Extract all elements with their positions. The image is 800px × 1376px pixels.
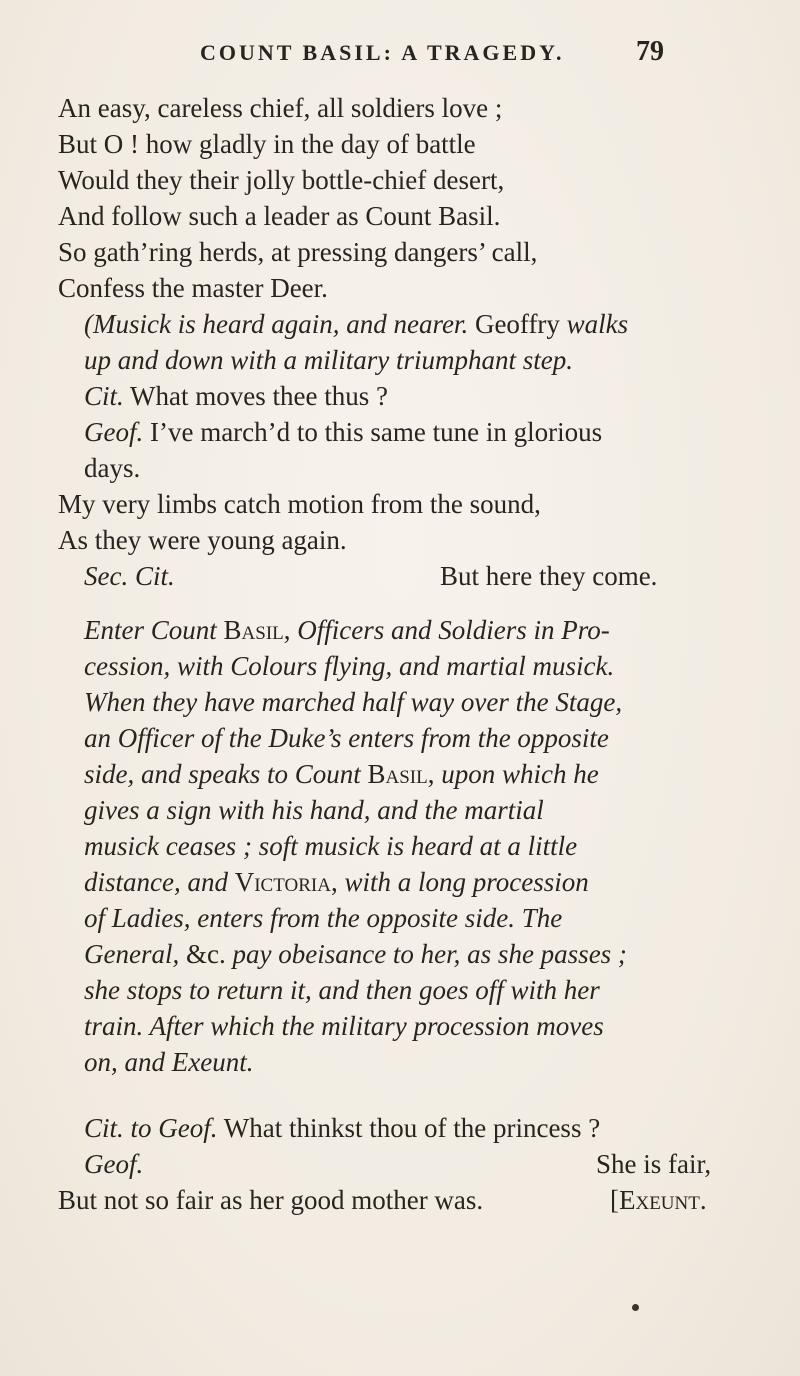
speech-text: But here they come. <box>440 561 658 591</box>
stage-direction-line: musick ceases ; soft musick is heard at a little <box>84 831 578 861</box>
direction-text: Enter <box>84 615 144 645</box>
dialogue-line <box>84 414 602 450</box>
speaker-name: Cit. <box>84 381 124 411</box>
stage-direction-line <box>84 936 627 972</box>
character-name: Geoffry <box>474 309 560 339</box>
dialogue-line: My very limbs catch motion from the sound, <box>58 489 541 519</box>
speech-text: I’ve march’d to this same tune in glorious <box>149 417 603 447</box>
dialogue-line: As they were young again. <box>58 525 347 555</box>
speaker-name: Sec. Cit. <box>84 561 175 591</box>
verse-line: Would they their jolly bottle-chief desert, <box>58 165 505 195</box>
direction-text: Officers and Soldiers in Pro- <box>297 615 610 645</box>
character-name: Basil, <box>367 759 435 789</box>
speaker-name: Geof. <box>84 1149 144 1179</box>
direction-text: General, <box>84 939 180 969</box>
stage-direction-line: gives a sign with his hand, and the martial <box>84 795 544 825</box>
stage-direction-line <box>84 756 599 792</box>
stage-direction-line <box>84 864 589 900</box>
speaker-name: Geof. <box>84 417 144 447</box>
direction-text: upon which he <box>441 759 599 789</box>
verse-line: An easy, careless chief, all soldiers love ; <box>58 93 503 123</box>
verse-line: So gath’ring herds, at pressing dangers’ call, <box>58 237 538 267</box>
verse-line: And follow such a leader as Count Basil. <box>58 201 501 231</box>
dialogue-line <box>84 378 388 414</box>
direction-text: The <box>521 903 563 933</box>
stage-direction-line: on, and Exeunt. <box>84 1047 254 1077</box>
character-name: Victoria, <box>234 867 338 897</box>
stage-direction-line <box>84 306 628 342</box>
stage-direction-line: an Officer of the Duke’s enters from the opposite <box>84 723 609 753</box>
dialogue-line: days. <box>84 453 141 483</box>
speech-text: What moves thee thus ? <box>130 381 388 411</box>
stage-direction-line: up and down with a military triumphant step. <box>84 345 574 375</box>
stage-direction-line: she stops to return it, and then goes off with her <box>84 975 600 1005</box>
stage-direction-line <box>84 612 610 648</box>
ink-speck <box>632 1304 639 1311</box>
verse-line: Confess the master Deer. <box>58 273 328 303</box>
stage-direction-line: cession, with Colours flying, and martial musick. <box>84 651 615 681</box>
character-name: Basil, <box>223 615 291 645</box>
dialogue-line: But not so fair as her good mother was. <box>58 1185 484 1215</box>
direction-text: &c. <box>185 939 226 969</box>
direction-text: (Musick is heard again, and nearer. <box>84 309 469 339</box>
running-title: COUNT BASIL: A TRAGEDY. <box>200 40 565 65</box>
page-number: 79 <box>636 36 664 67</box>
exeunt-direction <box>610 1182 707 1218</box>
direction-text: walks <box>566 309 629 339</box>
direction-text: [Exeunt. <box>610 1185 707 1215</box>
stage-direction-line: train. After which the military procession moves <box>84 1011 604 1041</box>
direction-text: of Ladies, enters from the opposite side. <box>84 903 515 933</box>
direction-text: Count <box>294 759 361 789</box>
speech-text: She is fair, <box>596 1149 712 1179</box>
speaker-name: Cit. to Geof. <box>84 1113 218 1143</box>
direction-text: pay obeisance to her, as she passes ; <box>232 939 627 969</box>
verse-line: But O ! how gladly in the day of battle <box>58 129 476 159</box>
dialogue-line <box>84 1110 600 1146</box>
direction-text: with a long procession <box>344 867 589 897</box>
direction-text: Count <box>150 615 217 645</box>
direction-text: distance, and <box>84 867 228 897</box>
direction-text: side, and speaks to <box>84 759 288 789</box>
stage-direction-line <box>84 900 562 936</box>
stage-direction-line: When they have marched half way over the Stage, <box>84 687 623 717</box>
speech-text: What thinkst thou of the princess ? <box>223 1113 601 1143</box>
